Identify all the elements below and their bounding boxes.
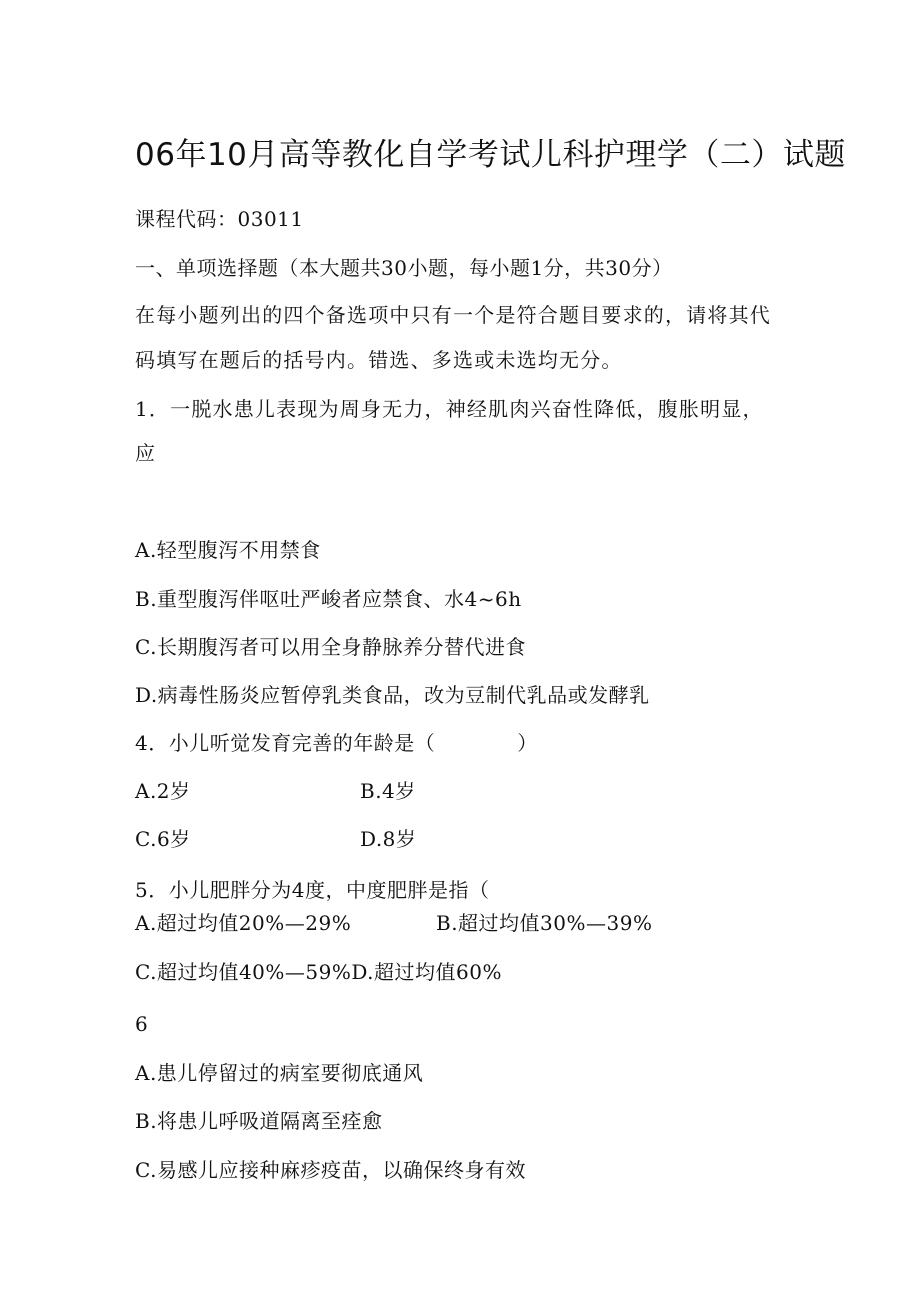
course-code: 课程代码：03011 — [135, 207, 304, 231]
question-1-stem-cont: 应 — [135, 441, 156, 465]
page-title: 06年10月高等教化自学考试儿科护理学（二）试题 — [135, 137, 846, 173]
section-heading: 一、单项选择题（本大题共30小题，每小题1分，共30分） — [135, 256, 673, 280]
question-4-option-d: D.8岁 — [360, 827, 417, 851]
question-6-number: 6 — [135, 1012, 149, 1036]
question-4-stem: 4．小儿听觉发育完善的年龄是（ ） — [135, 731, 538, 755]
question-6-option-b: B.将患儿呼吸道隔离至痊愈 — [135, 1109, 383, 1133]
question-4-option-c: C.6岁 — [135, 827, 191, 851]
instruction-line-2: 码填写在题后的括号内。错选、多选或未选均无分。 — [135, 348, 623, 372]
question-1-stem: 1．一脱水患儿表现为周身无力，神经肌肉兴奋性降低，腹胀明显， — [135, 397, 764, 421]
question-5-stem: 5．小儿肥胖分为4度，中度肥胖是指（ — [135, 878, 490, 902]
question-5-option-cd: C.超过均值40%—59%D.超过均值60% — [135, 960, 502, 984]
instruction-line-1: 在每小题列出的四个备选项中只有一个是符合题目要求的，请将其代 — [135, 303, 771, 327]
question-1-option-d: D.病毒性肠炎应暂停乳类食品，改为豆制代乳品或发酵乳 — [135, 683, 650, 707]
question-5-option-a: A.超过均值20%—29% — [135, 911, 352, 935]
question-1-option-a: A.轻型腹泻不用禁食 — [135, 538, 321, 562]
question-1-option-c: C.长期腹泻者可以用全身静脉养分替代进食 — [135, 635, 526, 659]
question-5-option-b: B.超过均值30%—39% — [436, 911, 653, 935]
question-4-option-a: A.2岁 — [135, 779, 191, 803]
question-6-option-a: A.患儿停留过的病室要彻底通风 — [135, 1061, 424, 1085]
question-4-option-b: B.4岁 — [360, 779, 416, 803]
question-6-option-c: C.易感儿应接种麻疹疫苗，以确保终身有效 — [135, 1158, 526, 1182]
question-1-option-b: B.重型腹泻伴呕吐严峻者应禁食、水4~6h — [135, 587, 522, 611]
